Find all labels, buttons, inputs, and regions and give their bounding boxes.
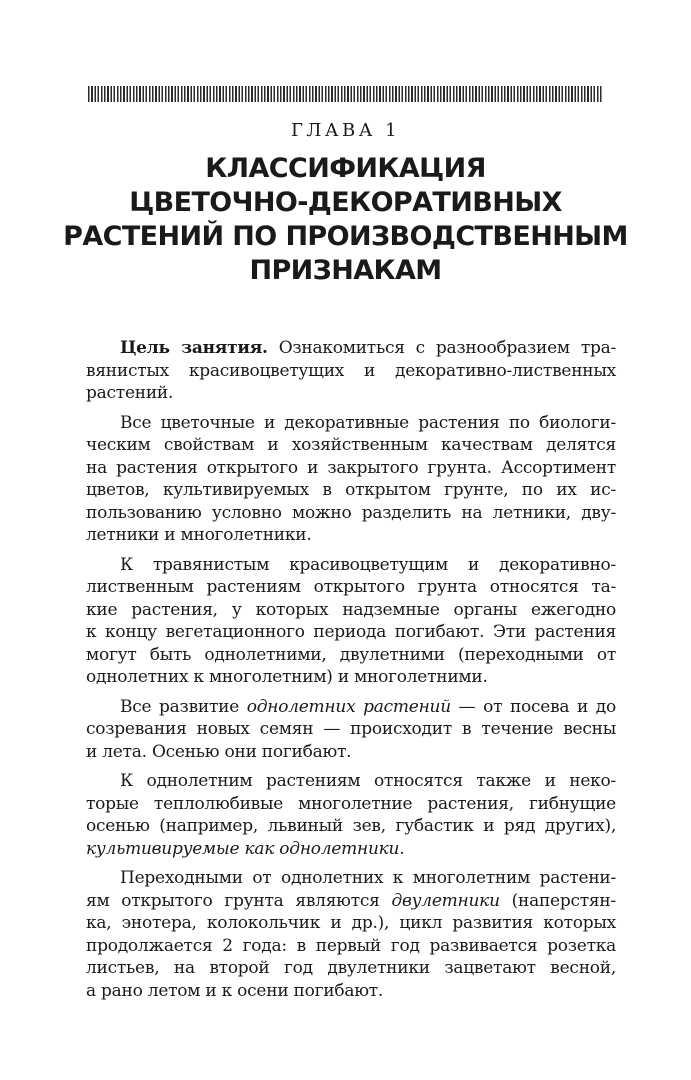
text-line: К однолетним растениям относятся также и неко-: [120, 771, 616, 791]
text-line: к концу вегетационного периода погибают. Эти растения: [86, 622, 616, 642]
text-line: торые теплолюбивые многолетние растения, гибнущие: [86, 793, 616, 814]
text-line: на растения открытого и закрытого грунта. Ассортимент: [86, 457, 616, 478]
chapter-title-line: КЛАССИФИКАЦИЯ: [205, 153, 486, 184]
text-fragment: Все развитие: [120, 696, 247, 717]
text-line: осенью (например, львиный зев, губастик и ряд других),: [86, 816, 616, 836]
chapter-title: [60, 152, 631, 288]
text-fragment: .: [399, 838, 405, 859]
text-line: могут быть однолетними, двулетними (переходными от: [86, 644, 616, 665]
text-line: [86, 337, 616, 360]
italic-term: культивируемые как однолетники: [86, 838, 400, 859]
text-line: листьев, на второй год двулетники зацветают весной,: [86, 958, 616, 978]
text-line: Переходными от однолетних к многолетним растени-: [120, 868, 616, 888]
text-fragment: ям открытого грунта являются: [86, 890, 392, 911]
text-line: [86, 890, 616, 913]
text-line: однолетних к многолетним) и многолетними.: [86, 667, 488, 687]
header-hatch-bar: [88, 86, 603, 102]
text-line: кие растения, у которых надземные органы ежегодно: [86, 599, 616, 620]
paragraph-lesson-goal: [86, 337, 616, 405]
text-line: цветов, культивируемых в открытом грунте, по их ис-: [86, 480, 616, 500]
text-fragment: (наперстян-: [499, 890, 616, 911]
chapter-title-line: ПРИЗНАКАМ: [249, 255, 442, 286]
chapter-title-line: ЦВЕТОЧНО-ДЕКОРАТИВНЫХ: [129, 187, 562, 218]
paragraph: [86, 867, 616, 1002]
body-text: [86, 337, 616, 1009]
text-line: ческим свойствам и хозяйственным качествам делятся: [86, 435, 616, 455]
text-line: а рано летом и к осени погибают.: [86, 980, 384, 1001]
paragraph: [86, 770, 616, 860]
text-line: [86, 838, 616, 861]
paragraph: [86, 554, 616, 689]
paragraph: [86, 412, 616, 547]
text-line: ка, энотера, колокольчик и др.), цикл развития которых: [86, 913, 616, 933]
chapter-title-line: РАСТЕНИЙ ПО ПРОИЗВОДСТВЕННЫМ: [63, 221, 628, 252]
text-line: пользованию условно можно разделить на летники, дву-: [86, 502, 616, 523]
text-line: К травянистым красивоцветущим и декоративно-: [120, 554, 616, 575]
paragraph: [86, 696, 616, 764]
text-line: лиственным растениям открытого грунта относятся та-: [86, 577, 616, 597]
text-line: [86, 696, 616, 719]
text-line: и лета. Осенью они погибают.: [86, 741, 352, 762]
text-line: Все цветочные и декоративные растения по биологи-: [120, 412, 616, 433]
lesson-goal-label: Цель занятия.: [120, 338, 268, 358]
text-line: растений.: [86, 383, 174, 403]
chapter-label: ГЛАВА 1: [290, 120, 401, 141]
text-fragment: Ознакомиться с разнообразием тра-: [267, 338, 616, 358]
text-line: вянистых красивоцветущих и декоративно-лиственных: [86, 360, 616, 381]
text-line: продолжается 2 года: в первый год развивается розетка: [86, 935, 616, 956]
italic-term: однолетних растений: [246, 696, 451, 717]
italic-term: двулетники: [391, 890, 500, 911]
text-fragment: — от посева и до: [450, 696, 616, 717]
text-line: летники и многолетники.: [86, 525, 312, 545]
text-line: созревания новых семян — происходит в течение весны: [86, 719, 616, 739]
